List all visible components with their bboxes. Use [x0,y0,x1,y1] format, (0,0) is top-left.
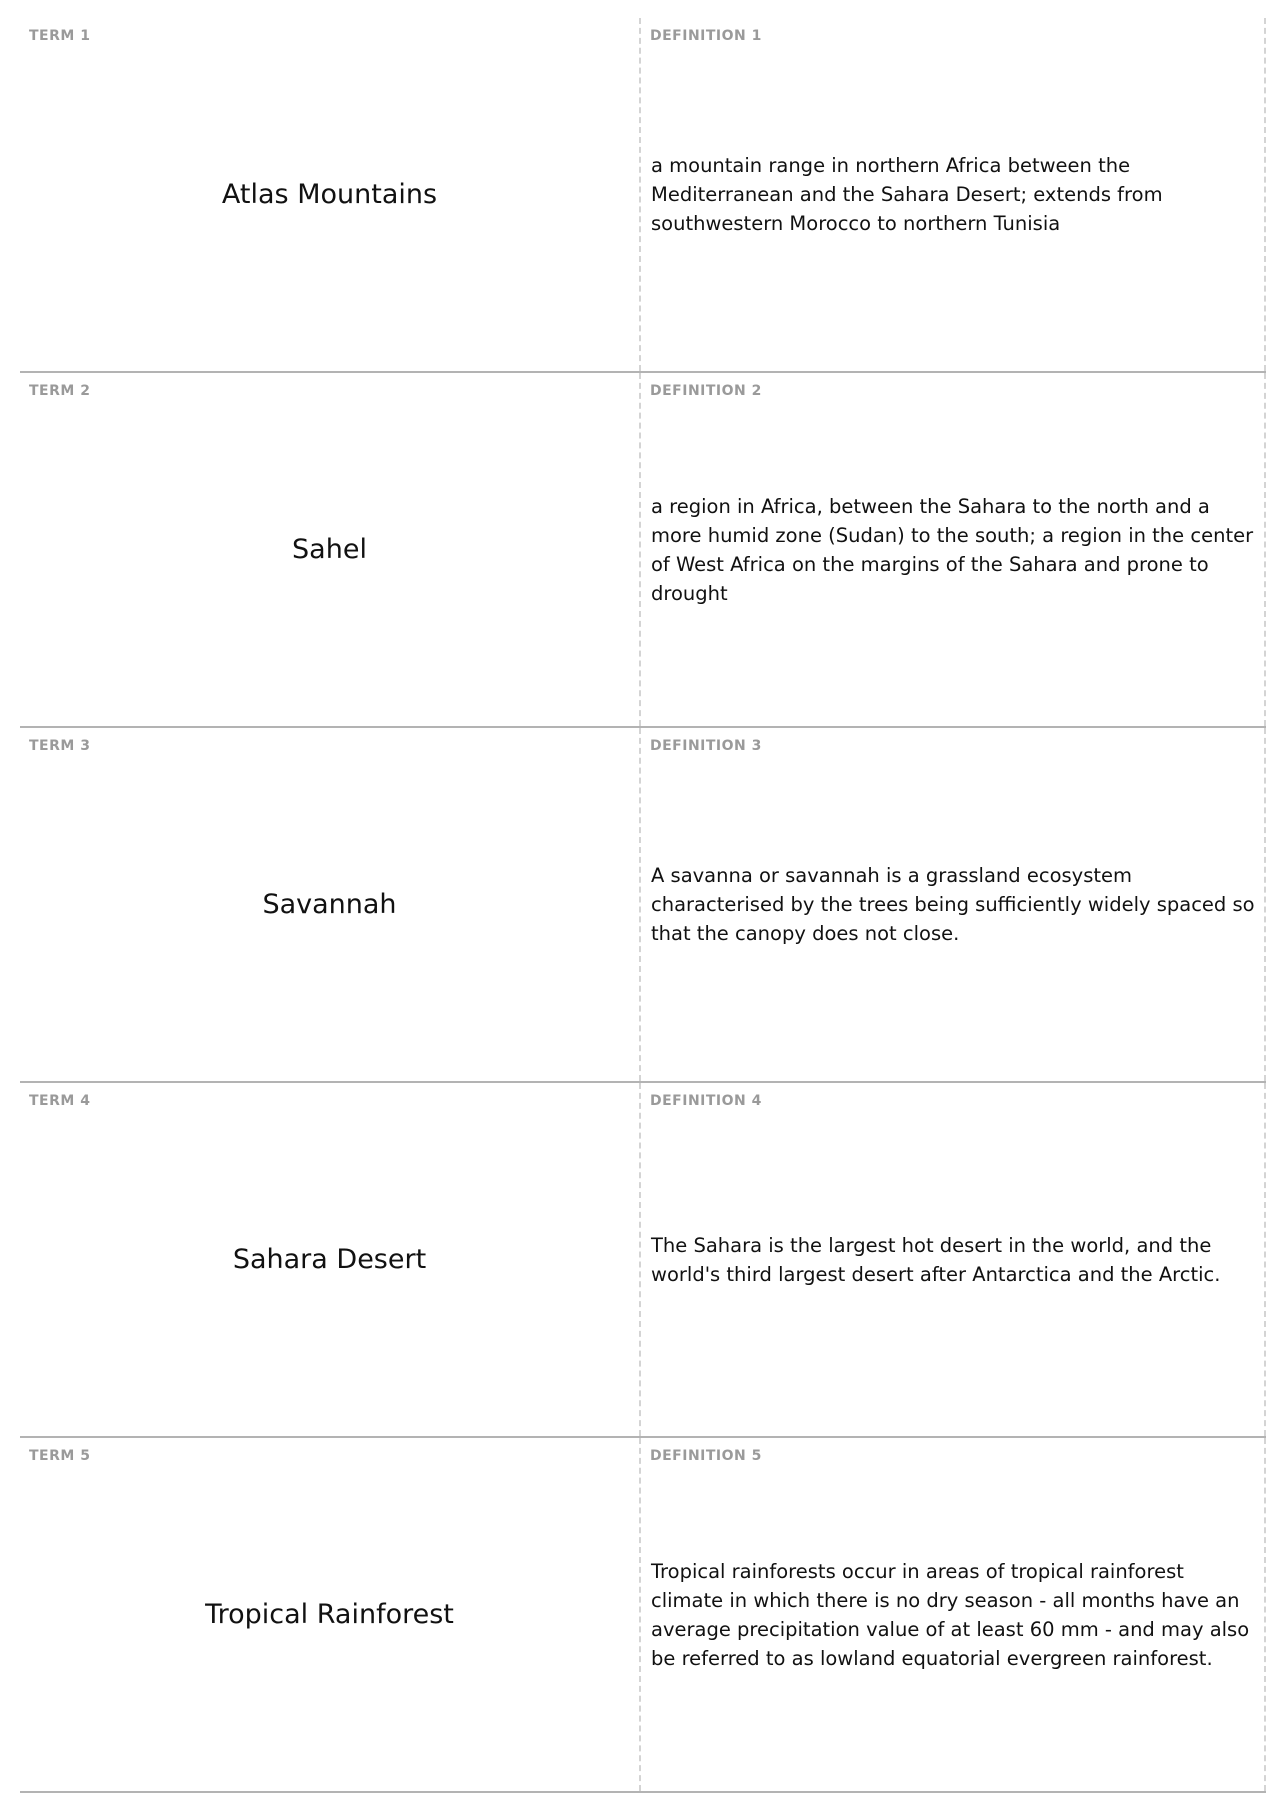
definition-label: DEFINITION 4 [650,1093,762,1109]
term-cell [20,18,641,371]
definition-text [651,373,1256,726]
definition-body: A savanna or savannah is a grassland ecosystem characterised by the trees being sufficiently widely spaced so that the canopy does not close. [651,864,1255,945]
term-text: Tropical Rainforest [205,1599,454,1630]
flashcard-row [20,1083,1266,1438]
definition-text [651,18,1256,371]
term-label: TERM 2 [29,383,91,399]
term-cell [20,1083,641,1436]
definition-cell [641,18,1266,371]
flashcard-sheet [20,18,1266,1793]
term-cell [20,728,641,1081]
definition-label: DEFINITION 1 [650,28,762,44]
flashcard-row [20,18,1266,373]
flashcard-row [20,373,1266,728]
term-text: Sahara Desert [232,1244,427,1275]
term-text: Savannah [262,889,397,920]
definition-body: Tropical rainforests occur in areas of tropical rainforest climate in which there is no dry season - all months have an average precipitation value of at least 60 mm - and may also be referred to as lowland equatorial evergreen rainforest. [651,1559,1250,1670]
term-cell [20,1438,641,1791]
definition-text [651,1083,1256,1436]
definition-text [651,1438,1256,1791]
flashcard-row [20,1438,1266,1793]
term-label: TERM 5 [29,1448,91,1464]
definition-cell [641,728,1266,1081]
definition-body: a region in Africa, between the Sahara to the north and a more humid zone (Sudan) to the south; a region in the center of West Africa on the margins of the Sahara and prone to drought [651,494,1254,605]
definition-body: a mountain range in northern Africa between the Mediterranean and the Sahara Desert; extends from southwestern Morocco to northern Tunisia [651,154,1163,235]
definition-cell [641,1438,1266,1791]
definition-label: DEFINITION 5 [650,1448,762,1464]
term-cell [20,373,641,726]
term-label: TERM 4 [29,1093,91,1109]
definition-cell [641,1083,1266,1436]
definition-text [651,728,1256,1081]
term-text: Atlas Mountains [221,179,438,210]
definition-label: DEFINITION 2 [650,383,762,399]
definition-label: DEFINITION 3 [650,738,762,754]
term-text: Sahel [292,534,367,565]
definition-body: The Sahara is the largest hot desert in the world, and the world's third largest desert after Antarctica and the Arctic. [651,1233,1221,1286]
flashcard-row [20,728,1266,1083]
term-label: TERM 3 [29,738,91,754]
definition-cell [641,373,1266,726]
term-label: TERM 1 [29,28,91,44]
